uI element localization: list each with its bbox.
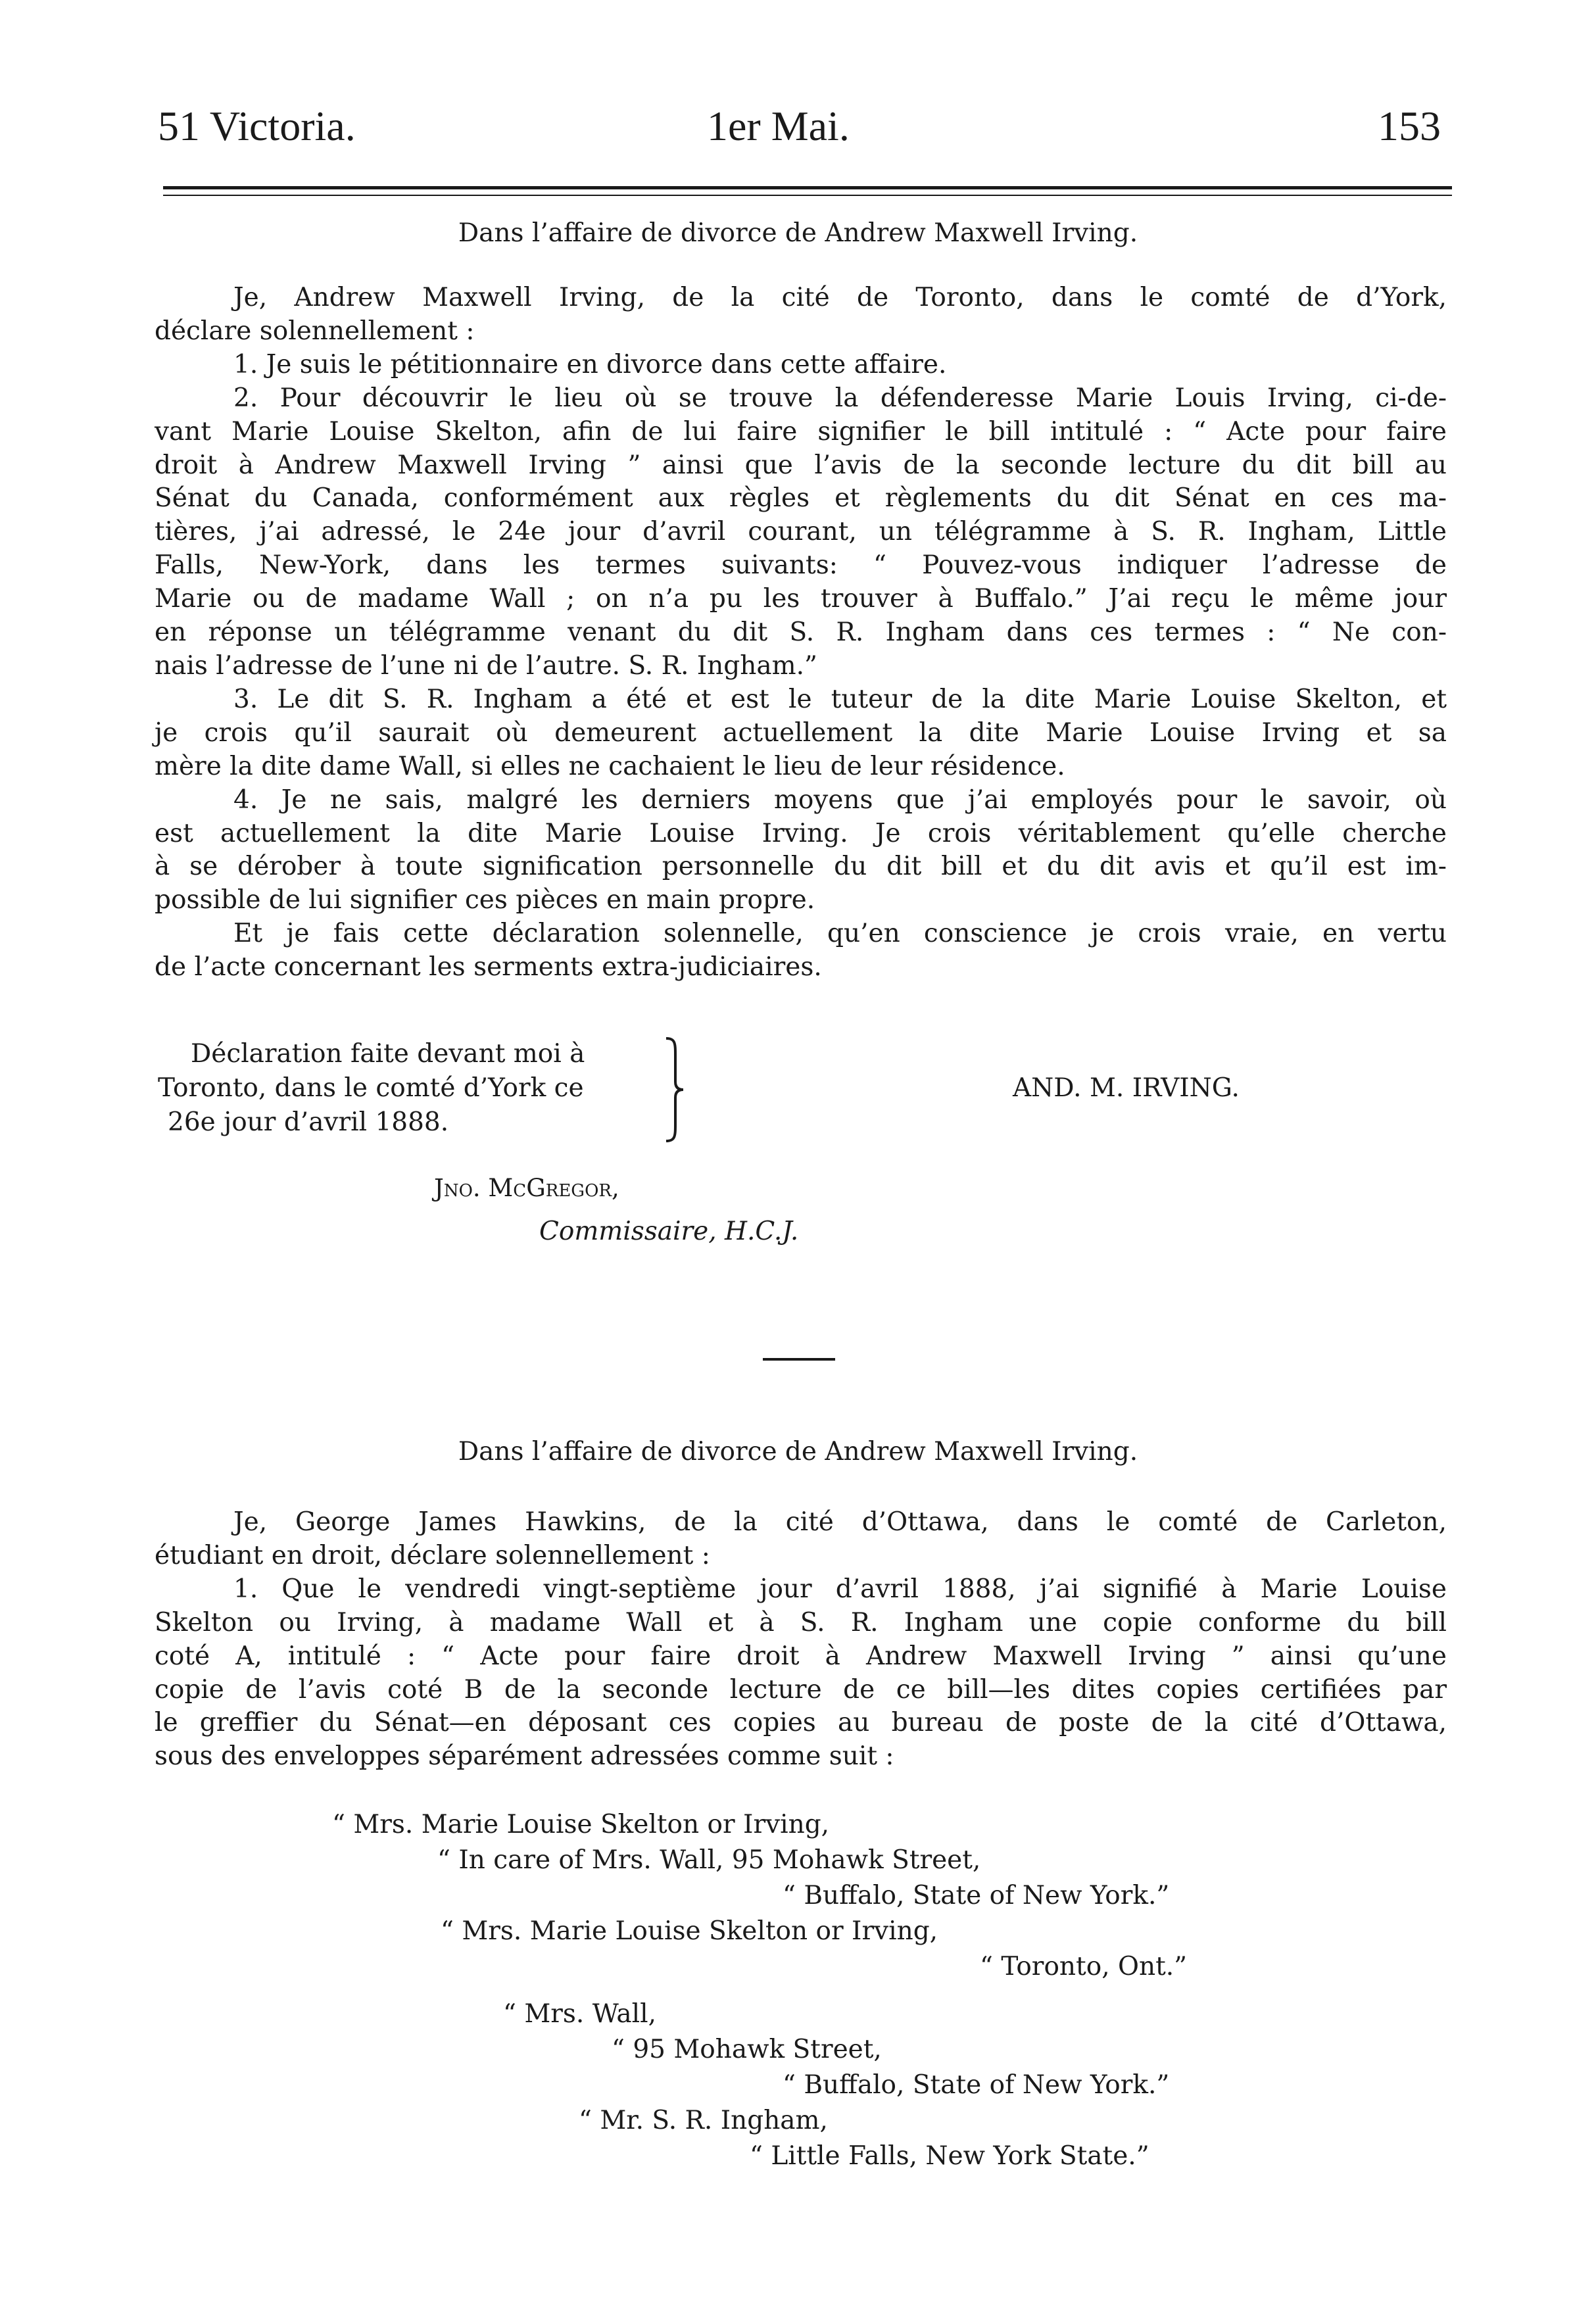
address-line: “ In care of Mrs. Wall, 95 Mohawk Street, (437, 1845, 981, 1875)
text-line: le greffier du Sénat—en déposant ces copies au bureau de poste de la cité d’Ottawa, (155, 1708, 1447, 1738)
text-line: sous des enveloppes séparément adressées comme suit : (155, 1741, 894, 1772)
header-left: 51 Victoria. (158, 103, 356, 149)
text-line: déclare solennellement : (155, 316, 475, 346)
header-center: 1er Mai. (707, 103, 850, 149)
brace-icon (661, 1036, 687, 1144)
text-line: je crois qu’il saurait où demeurent actuellement la dite Marie Louise Irving et sa (155, 717, 1447, 748)
section-separator (763, 1358, 835, 1361)
text-line: vant Marie Louise Skelton, afin de lui faire signifier le bill intitulé : “ Acte pour faire (155, 416, 1447, 447)
section1-body (155, 281, 1447, 984)
text-line: droit à Andrew Maxwell Irving ” ainsi que l’avis de la seconde lecture du dit bill au (155, 450, 1447, 480)
text-line: mère la dite dame Wall, si elles ne cachaient le lieu de leur résidence. (155, 751, 1065, 781)
text-line: Marie ou de madame Wall ; on n’a pu les trouver à Buffalo.” J’ai reçu le même jour (155, 584, 1447, 614)
text-line: copie de l’avis coté B de la seconde lecture de ce bill—les dites copies certifiées par (155, 1674, 1447, 1705)
section2-title: Dans l’affaire de divorce de Andrew Maxwell Irving. (458, 1437, 1138, 1467)
text-line: de l’acte concernant les serments extra-judiciaires. (155, 952, 822, 982)
text-line: 1. Je suis le pétitionnaire en divorce dans cette affaire. (233, 349, 947, 379)
page-number: 153 (1378, 103, 1441, 149)
text-line: coté A, intitulé : “ Acte pour faire droit à Andrew Maxwell Irving ” ainsi qu’une (155, 1641, 1447, 1671)
text-line: à se dérober à toute signification personnelle du dit bill et du dit avis et qu’il est im- (155, 852, 1447, 882)
address-line: “ Mr. S. R. Ingham, (579, 2106, 828, 2135)
signature: AND. M. IRVING. (1013, 1073, 1240, 1103)
text-line: étudiant en droit, déclare solennellement : (155, 1540, 710, 1570)
text-line: possible de lui signifier ces pièces en main propre. (155, 885, 815, 915)
text-line: Je, Andrew Maxwell Irving, de la cité de Toronto, dans le comté de d’York, (233, 283, 1447, 312)
text-line: Et je fais cette déclaration solennelle, qu’en conscience je crois vraie, en vertu (233, 919, 1447, 949)
address-line: “ 95 Mohawk Street, (612, 2035, 882, 2064)
text-line: tières, j’ai adressé, le 24e jour d’avril courant, un télégramme à S. R. Ingham, Little (155, 517, 1447, 547)
address-line: “ Mrs. Marie Louise Skelton or Irving, (441, 1916, 938, 1946)
address-line: “ Mrs. Wall, (503, 1999, 657, 2029)
declaration-line: Déclaration faite devant moi à (191, 1039, 585, 1069)
text-line: 4. Je ne sais, malgré les derniers moyens que j’ai employés pour le savoir, où (233, 785, 1447, 815)
text-line: en réponse un télégramme venant du dit S. R. Ingham dans ces termes : “ Ne con- (155, 618, 1447, 648)
section2-body (155, 1506, 1447, 1774)
header-rule-thin (163, 195, 1452, 196)
section1-title: Dans l’affaire de divorce de Andrew Maxwell Irving. (458, 218, 1138, 248)
text-line: 3. Le dit S. R. Ingham a été et est le tuteur de la dite Marie Louise Skelton, et (233, 684, 1447, 714)
commissioner-name: Jno. McGregor, (434, 1174, 619, 1202)
text-line: Falls, New-York, dans les termes suivants: “ Pouvez-vous indiquer l’adresse de (155, 550, 1447, 581)
address-line: “ Buffalo, State of New York.” (783, 1881, 1170, 1910)
text-line: Je, George James Hawkins, de la cité d’Ottawa, dans le comté de Carleton, (233, 1507, 1447, 1537)
header-rule-thick (163, 186, 1452, 189)
text-line: est actuellement la dite Marie Louise Irving. Je crois véritablement qu’elle cherche (155, 818, 1447, 848)
text-line: Sénat du Canada, conformément aux règles et règlements du dit Sénat en ces ma- (155, 483, 1447, 514)
text-line: Skelton ou Irving, à madame Wall et à S. R. Ingham une copie conforme du bill (155, 1607, 1447, 1637)
address-line: “ Buffalo, State of New York.” (783, 2070, 1170, 2100)
commissioner-title: Commissaire, H.C.J. (539, 1217, 799, 1246)
text-line: 1. Que le vendredi vingt-septième jour d’avril 1888, j’ai signifié à Marie Louise (233, 1574, 1447, 1604)
declaration-line: Toronto, dans le comté d’York ce (158, 1073, 584, 1103)
address-line: “ Toronto, Ont.” (980, 1952, 1188, 1981)
address-line: “ Mrs. Marie Louise Skelton or Irving, (332, 1810, 830, 1839)
address-line: “ Little Falls, New York State.” (750, 2141, 1149, 2171)
text-line: nais l’adresse de l’une ni de l’autre. S. R. Ingham.” (155, 650, 817, 681)
declaration-line: 26e jour d’avril 1888. (168, 1107, 449, 1137)
text-line: 2. Pour découvrir le lieu où se trouve la défenderesse Marie Louis Irving, ci-de- (233, 383, 1447, 413)
